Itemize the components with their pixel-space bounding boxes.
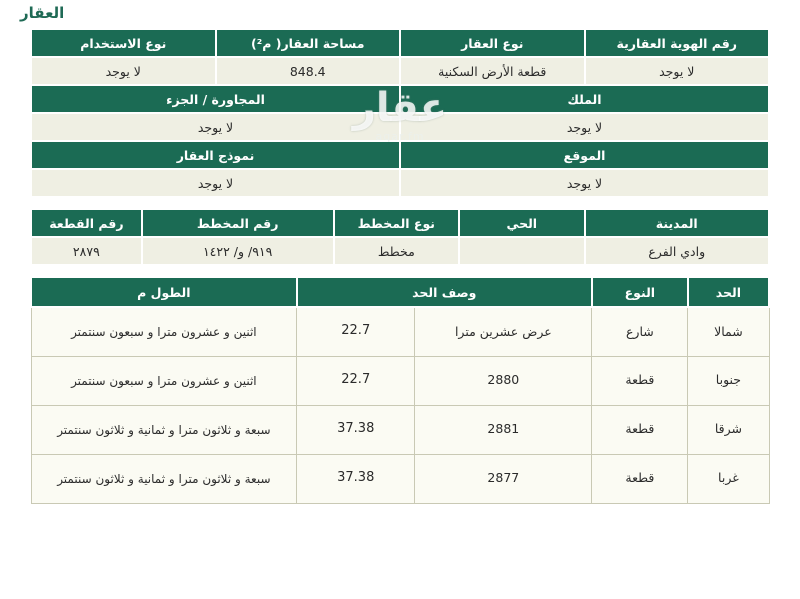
table-header-row: [31, 277, 769, 307]
value-neighboring-part: لا يوجد: [31, 113, 400, 141]
header-property-id: رقم الهوية العقارية: [585, 29, 770, 57]
page-title-text: العقار: [20, 4, 65, 22]
cell-boundary-desc: 2880: [415, 356, 592, 405]
value-plan-type: مخطط: [334, 237, 459, 265]
table-row: [31, 29, 769, 57]
header-boundary-desc: وصف الحد: [297, 277, 592, 307]
header-ownership: الملك: [400, 85, 769, 113]
header-parcel-number: رقم القطعة: [31, 209, 142, 237]
page-title: [20, 0, 780, 26]
value-property-type: قطعة الأرض السكنية: [400, 57, 585, 85]
table-row: [31, 57, 769, 85]
table-row: [31, 209, 769, 237]
cell-boundary-desc: 2881: [415, 405, 592, 454]
cell-boundary-side: جنوبا: [688, 356, 769, 405]
header-plan-number: رقم المخطط: [142, 209, 334, 237]
plan-info-table: [30, 208, 770, 266]
value-property-area: 848.4: [216, 57, 401, 85]
header-neighboring-part: المجاورة / الجزء: [31, 85, 400, 113]
cell-boundary-desc: عرض عشرين مترا: [415, 307, 592, 356]
cell-boundary-side: شمالا: [688, 307, 769, 356]
table-row: [31, 85, 769, 113]
header-property-model: نموذج العقار: [31, 141, 400, 169]
value-parcel-number: ٢٨٧٩: [31, 237, 142, 265]
cell-boundary-length-text: اثنين و عشرون مترا و سبعون سنتمتر: [31, 356, 297, 405]
cell-boundary-type: قطعة: [592, 454, 688, 503]
cell-boundary-type: قطعة: [592, 405, 688, 454]
value-location: لا يوجد: [400, 169, 769, 197]
value-property-model: لا يوجد: [31, 169, 400, 197]
table-row: [31, 405, 769, 454]
table-row: [31, 169, 769, 197]
table-row: [31, 307, 769, 356]
header-plan-type: نوع المخطط: [334, 209, 459, 237]
cell-boundary-length-text: اثنين و عشرون مترا و سبعون سنتمتر: [31, 307, 297, 356]
value-plan-number: ٩١٩/ و/ ١٤٢٢: [142, 237, 334, 265]
value-property-id: لا يوجد: [585, 57, 770, 85]
value-ownership: لا يوجد: [400, 113, 769, 141]
table-row: [31, 356, 769, 405]
cell-boundary-type: قطعة: [592, 356, 688, 405]
table-row: [31, 141, 769, 169]
cell-boundary-length-number: 37.38: [297, 454, 415, 503]
property-info-table: [30, 28, 770, 198]
cell-boundary-length-number: 22.7: [297, 356, 415, 405]
table-row: [31, 454, 769, 503]
header-location: الموقع: [400, 141, 769, 169]
cell-boundary-length-number: 37.38: [297, 405, 415, 454]
watermark-sub-text: aqar.fm: [375, 130, 425, 143]
value-usage-type: لا يوجد: [31, 57, 216, 85]
cell-boundary-side: غربا: [688, 454, 769, 503]
cell-boundary-length-number: 22.7: [297, 307, 415, 356]
table-row: [31, 237, 769, 265]
value-city: وادي الفرع: [585, 237, 770, 265]
header-boundary-length: الطول م: [31, 277, 297, 307]
header-district: الحي: [459, 209, 584, 237]
cell-boundary-type: شارع: [592, 307, 688, 356]
header-boundary-side: الحد: [688, 277, 769, 307]
cell-boundary-length-text: سبعة و ثلاثون مترا و ثمانية و ثلاثون سنتمتر: [31, 405, 297, 454]
cell-boundary-length-text: سبعة و ثلاثون مترا و ثمانية و ثلاثون سنتمتر: [31, 454, 297, 503]
header-property-area: مساحة العقار( م²): [216, 29, 401, 57]
watermark-main-text: عقار: [352, 85, 448, 131]
boundaries-table: [30, 276, 770, 504]
table-row: [31, 113, 769, 141]
header-usage-type: نوع الاستخدام: [31, 29, 216, 57]
value-district: [459, 237, 584, 265]
header-property-type: نوع العقار: [400, 29, 585, 57]
header-boundary-type: النوع: [592, 277, 688, 307]
cell-boundary-desc: 2877: [415, 454, 592, 503]
cell-boundary-side: شرقا: [688, 405, 769, 454]
header-city: المدينة: [585, 209, 770, 237]
